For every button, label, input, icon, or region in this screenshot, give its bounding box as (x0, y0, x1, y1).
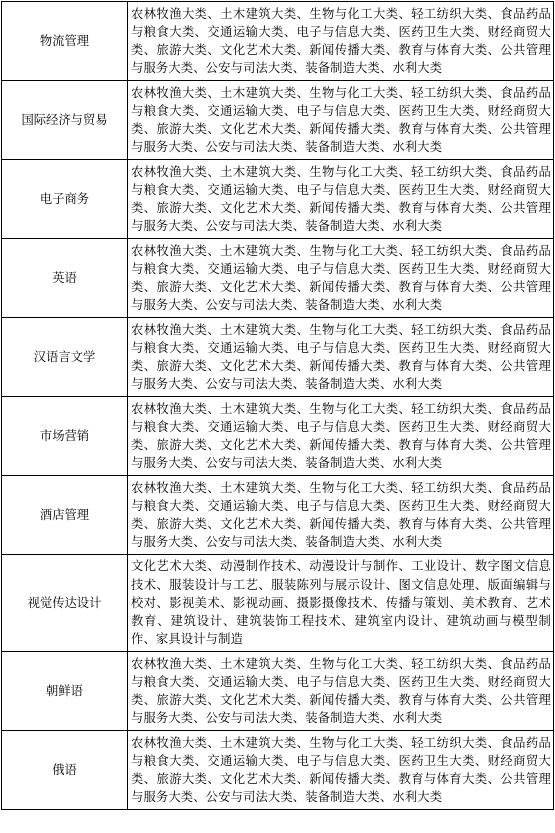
table-body (2, 2, 554, 810)
major-name-cell: 俄语 (2, 731, 128, 810)
table-row (2, 318, 554, 397)
table-row (2, 731, 554, 810)
major-name-cell: 汉语言文学 (2, 318, 128, 397)
categories-cell: 农林牧渔大类、土木建筑大类、生物与化工大类、轻工纺织大类、食品药品与粮食大类、交通运输大类、电子与信息大类、医药卫生大类、财经商贸大类、旅游大类、文化艺术大类、新闻传播大类、教育与体育大类、公共管理与服务大类、公安与司法大类、装备制造大类、水利大类 (128, 731, 554, 810)
categories-cell: 农林牧渔大类、土木建筑大类、生物与化工大类、轻工纺织大类、食品药品与粮食大类、交通运输大类、电子与信息大类、医药卫生大类、财经商贸大类、旅游大类、文化艺术大类、新闻传播大类、教育与体育大类、公共管理与服务大类、公安与司法大类、装备制造大类、水利大类 (128, 476, 554, 555)
major-name-cell: 酒店管理 (2, 476, 128, 555)
categories-cell: 农林牧渔大类、土木建筑大类、生物与化工大类、轻工纺织大类、食品药品与粮食大类、交通运输大类、电子与信息大类、医药卫生大类、财经商贸大类、旅游大类、文化艺术大类、新闻传播大类、教育与体育大类、公共管理与服务大类、公安与司法大类、装备制造大类、水利大类 (128, 397, 554, 476)
major-name-cell: 市场营销 (2, 397, 128, 476)
table-row (2, 2, 554, 81)
categories-cell: 农林牧渔大类、土木建筑大类、生物与化工大类、轻工纺织大类、食品药品与粮食大类、交通运输大类、电子与信息大类、医药卫生大类、财经商贸大类、旅游大类、文化艺术大类、新闻传播大类、教育与体育大类、公共管理与服务大类、公安与司法大类、装备制造大类、水利大类 (128, 239, 554, 318)
table-row (2, 476, 554, 555)
categories-cell: 文化艺术大类、动漫制作技术、动漫设计与制作、工业设计、数字图文信息技术、服装设计与工艺、服装陈列与展示设计、图文信息处理、版面编辑与校对、影视美术、影视动画、摄影摄像技术、传播与策划、美术教育、艺术教育、建筑设计、建筑装饰工程技术、建筑室内设计、建筑动画与模型制作、家具设计与制造 (128, 555, 554, 652)
categories-cell: 农林牧渔大类、土木建筑大类、生物与化工大类、轻工纺织大类、食品药品与粮食大类、交通运输大类、电子与信息大类、医药卫生大类、财经商贸大类、旅游大类、文化艺术大类、新闻传播大类、教育与体育大类、公共管理与服务大类、公安与司法大类、装备制造大类、水利大类 (128, 81, 554, 160)
major-name-cell: 英语 (2, 239, 128, 318)
categories-cell: 农林牧渔大类、土木建筑大类、生物与化工大类、轻工纺织大类、食品药品与粮食大类、交通运输大类、电子与信息大类、医药卫生大类、财经商贸大类、旅游大类、文化艺术大类、新闻传播大类、教育与体育大类、公共管理与服务大类、公安与司法大类、装备制造大类、水利大类 (128, 2, 554, 81)
table-row (2, 397, 554, 476)
categories-cell: 农林牧渔大类、土木建筑大类、生物与化工大类、轻工纺织大类、食品药品与粮食大类、交通运输大类、电子与信息大类、医药卫生大类、财经商贸大类、旅游大类、文化艺术大类、新闻传播大类、教育与体育大类、公共管理与服务大类、公安与司法大类、装备制造大类、水利大类 (128, 318, 554, 397)
major-name-cell: 电子商务 (2, 160, 128, 239)
major-name-cell: 物流管理 (2, 2, 128, 81)
major-name-cell: 朝鲜语 (2, 652, 128, 731)
table-row (2, 555, 554, 652)
table-row (2, 652, 554, 731)
major-categories-table (1, 1, 554, 810)
table-row (2, 239, 554, 318)
categories-cell: 农林牧渔大类、土木建筑大类、生物与化工大类、轻工纺织大类、食品药品与粮食大类、交通运输大类、电子与信息大类、医药卫生大类、财经商贸大类、旅游大类、文化艺术大类、新闻传播大类、教育与体育大类、公共管理与服务大类、公安与司法大类、装备制造大类、水利大类 (128, 160, 554, 239)
table-row (2, 160, 554, 239)
major-name-cell: 视觉传达设计 (2, 555, 128, 652)
major-name-cell: 国际经济与贸易 (2, 81, 128, 160)
categories-cell: 农林牧渔大类、土木建筑大类、生物与化工大类、轻工纺织大类、食品药品与粮食大类、交通运输大类、电子与信息大类、医药卫生大类、财经商贸大类、旅游大类、文化艺术大类、新闻传播大类、教育与体育大类、公共管理与服务大类、公安与司法大类、装备制造大类、水利大类 (128, 652, 554, 731)
table-row (2, 81, 554, 160)
